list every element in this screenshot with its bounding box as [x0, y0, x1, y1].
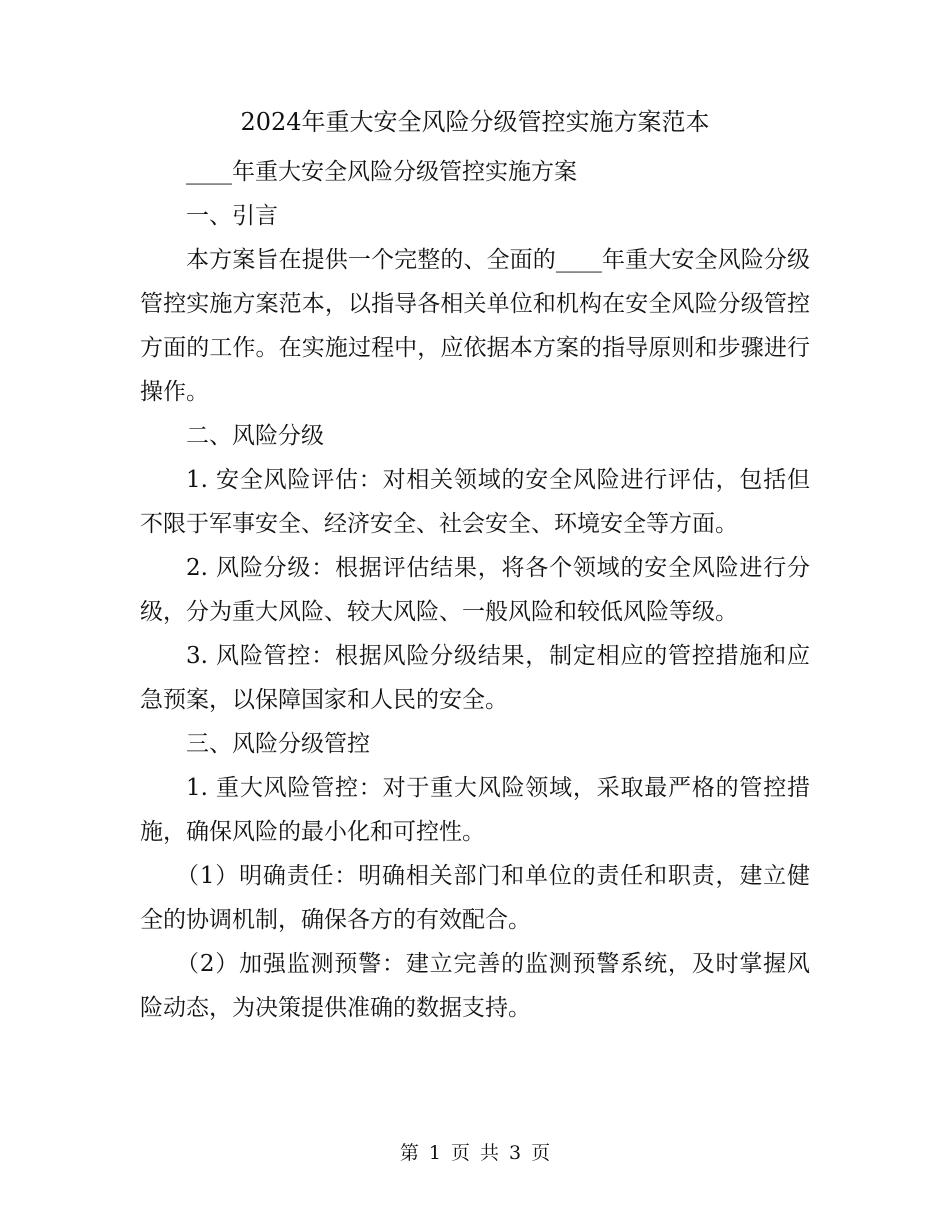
paragraph-intro: 本方案旨在提供一个完整的、全面的____年重大安全风险分级管控实施方案范本，以指导各相关单位和机构在安全风险分级管控方面的工作。在实施过程中，应依据本方案的指导原则和步骤进行操作。 — [140, 247, 810, 405]
section-heading-risk-grading: 二、风险分级 — [186, 423, 324, 449]
paragraph-risk-assessment: 1. 安全风险评估：对相关领域的安全风险进行评估，包括但不限于军事安全、经济安全、社会安全、环境安全等方面。 — [140, 467, 810, 537]
paragraph-monitoring-warning: （2）加强监测预警：建立完善的监测预警系统，及时掌握风险动态，为决策提供准确的数据支持。 — [140, 951, 810, 1021]
document-body — [140, 150, 810, 1030]
paragraph-risk-control: 3. 风险管控：根据风险分级结果，制定相应的管控措施和应急预案，以保障国家和人民的安全。 — [140, 643, 810, 713]
document-title: 2024年重大安全风险分级管控实施方案范本 — [240, 108, 710, 136]
paragraph-clarify-responsibility: （1）明确责任：明确相关部门和单位的责任和职责，建立健全的协调机制，确保各方的有效配合。 — [140, 863, 810, 933]
subtitle: ____年重大安全风险分级管控实施方案 — [186, 159, 577, 185]
page-footer: 第 1 页 共 3 页 — [399, 1142, 551, 1164]
section-heading-intro: 一、引言 — [186, 203, 278, 229]
paragraph-risk-grading: 2. 风险分级：根据评估结果，将各个领域的安全风险进行分级，分为重大风险、较大风险、一般风险和较低风险等级。 — [140, 555, 810, 625]
section-heading-graded-control: 三、风险分级管控 — [186, 731, 370, 757]
paragraph-major-risk-control: 1. 重大风险管控：对于重大风险领域，采取最严格的管控措施，确保风险的最小化和可控性。 — [140, 775, 810, 845]
